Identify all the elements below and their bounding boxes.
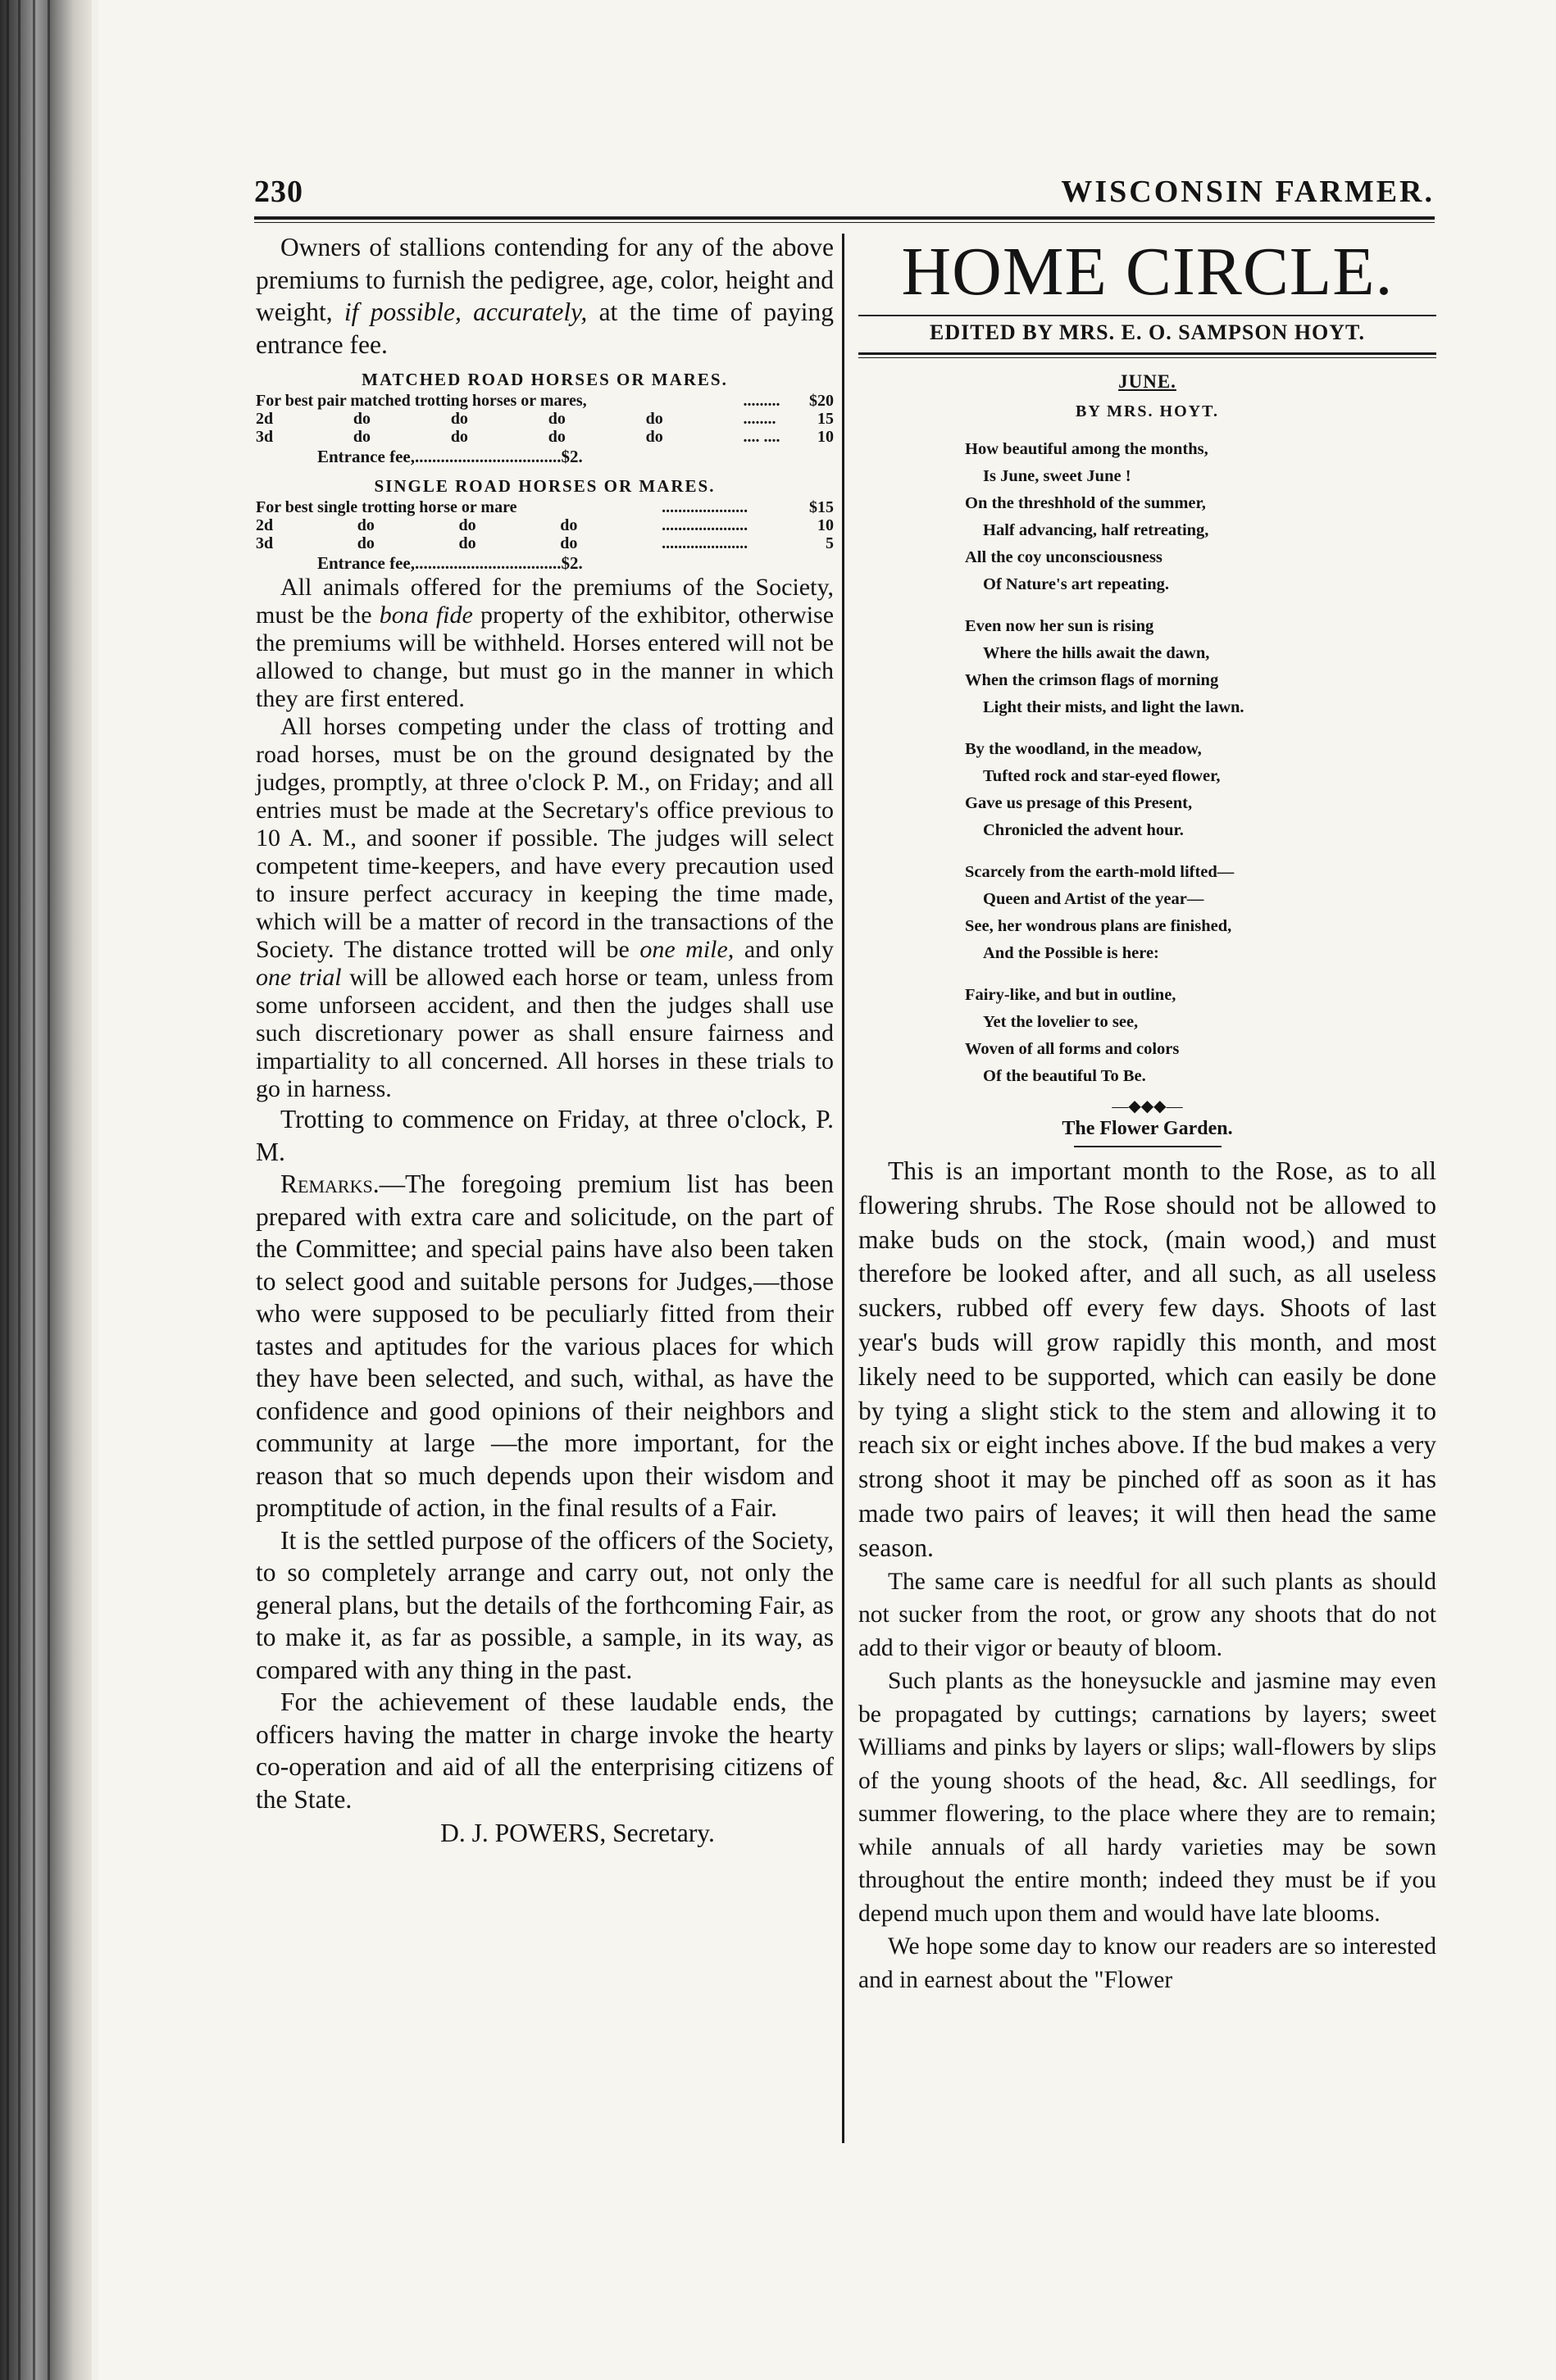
matched-entrance-fee: Entrance fee,..................................$2. <box>317 447 583 466</box>
table-row: For best single trotting horse or mare ..................... $15 <box>256 498 834 516</box>
article-paragraph: We hope some day to know our readers are so interested and in earnest about the "Flower <box>858 1933 1436 1993</box>
article-paragraph: The same care is needful for all such plants as should not sucker from the root, or grow any shoots that do not add to their vigor or beauty of bloom. <box>858 1568 1436 1661</box>
book-binding-edge <box>0 0 92 2380</box>
editor-rule <box>858 352 1436 358</box>
left-column <box>256 231 834 1850</box>
poem-stanza: Scarcely from the earth-mold lifted— Queen and Artist of the year— See, her wondrous plans are finished, And the Possible is here: <box>965 863 1235 962</box>
running-title: WISCONSIN FARMER. <box>1061 175 1435 209</box>
column-divider <box>842 234 844 2143</box>
header-rule-thin <box>254 222 1435 223</box>
table-row: 3d do do do do .... .... 10 <box>256 428 834 446</box>
single-premium-table <box>256 498 834 552</box>
article-title-rule <box>1074 1146 1222 1147</box>
matched-heading: MATCHED ROAD HORSES OR MARES. <box>362 370 728 389</box>
table-row: For best pair matched trotting horses or mares, ......... $20 <box>256 392 834 410</box>
poem-title: JUNE. <box>1118 371 1176 392</box>
horses-paragraph: All horses competing under the class of trotting and road horses, must be on the ground designated by the judges, promptly, at three o'clock P. M., on Friday; and all entries must be made at the Secretary's office previous to 10 A. M., and sooner if possible. The judges will select competent time-keepers, and have every precaution used to insure perfect accuracy in keeping the time made, which will be a matter of record in the transactions of the Society. The distance trotted will be one mile, and only one trial will be allowed each horse or team, unless from some unforseen accident, and then the judges shall use such discretionary power as shall ensure fairness and impartiality to all concerned. All horses in these trials to go in harness. <box>256 713 835 1102</box>
article-paragraph: Such plants as the honeysuckle and jasmine may even be propagated by cuttings; carnations by layers; sweet Williams and pinks by layers or slips; wall-flowers by slips of the young shoots of the head, &c. All seedlings, for summer flowering, to the place where they are to remain; while annuals of all hardy varieties may be sown throughout the entire month; indeed they must be if you depend much upon them and would have late blooms. <box>858 1668 1436 1927</box>
page-number: 230 <box>254 175 303 209</box>
matched-premium-table <box>256 392 834 446</box>
poem-stanza: How beautiful among the months, Is June, sweet June ! On the threshhold of the summer, Half advancing, half retreating, All the coy unconsciousness Of Nature's art repeating. <box>965 440 1209 593</box>
single-entrance-fee: Entrance fee,..................................$2. <box>317 553 583 573</box>
remarks-paragraph: Remarks.—The foregoing premium list has been prepared with extra care and solicitude, on the part of the Committee; and special pains have also been taken to select good and suitable persons for Judges,—those who were supposed to be peculiarly fitted from their tastes and aptitudes for the various places for which they have been selected, and such, withal, as have the confidence and good opinions of their neighbors and community at large —the more important, for the reason that so much depends upon their wisdom and promptitude of action, in the final results of a Fair. <box>256 1170 834 1522</box>
header-rule <box>254 216 1435 220</box>
right-column <box>858 231 1436 1996</box>
editor-line: EDITED BY MRS. E. O. SAMPSON HOYT. <box>930 320 1365 344</box>
stallion-paragraph: Owners of stallions contending for any of the above premiums to furnish the pedigree, age, color, height and weight, if possible, accurately, at the time of paying entrance fee. <box>256 233 834 359</box>
section-title: HOME CIRCLE. <box>901 234 1394 310</box>
poem-stanza: Even now her sun is rising Where the hills await the dawn, When the crimson flags of morning Light their mists, and light the lawn. <box>965 617 1244 716</box>
article-paragraph: This is an important month to the Rose, as to all flowering shrubs. The Rose should not be allowed to make buds on the stock, (main wood,) and must therefore be looked after, and all such, as all useless suckers, rubbed off every few days. Shoots of last year's buds will grow rapidly this month, and most likely need to be supported, which can easily be done by tying a slight stick to the stem and allowing it to reach six or eight inches above. If the bud makes a very strong shoot it may be pinched off as soon as it has made two pairs of leaves; it will then head the same season. <box>858 1156 1436 1562</box>
page-header <box>254 174 1435 215</box>
poem-stanza: By the woodland, in the meadow, Tufted rock and star-eyed flower, Gave us presage of this Present, Chronicled the advent hour. <box>965 740 1221 839</box>
table-row: 3d do do do ..................... 5 <box>256 534 834 552</box>
animals-paragraph: All animals offered for the premiums of the Society, must be the bona fide property of the exhibitor, otherwise the premiums will be withheld. Horses entered will not be allowed to change, but must go in the manner in which they are first entered. <box>256 574 835 712</box>
trotting-paragraph: Trotting to commence on Friday, at three o'clock, P. M. <box>256 1105 834 1166</box>
settled-purpose-paragraph: It is the settled purpose of the officers of the Society, to so completely arrange and carry out, not only the general plans, but the details of the forthcoming Fair, as to make it, as far as possible, a sample, in its way, as compared with any thing in the past. <box>256 1525 834 1684</box>
table-row: 2d do do do do ........ 15 <box>256 410 834 428</box>
poem-stanza: Fairy-like, and but in outline, Yet the lovelier to see, Woven of all forms and colors Of the beautiful To Be. <box>965 986 1180 1085</box>
achievement-paragraph: For the achievement of these laudable ends, the officers having the matter in charge invoke the hearty co-operation and aid of all the enterprising citizens of the State. <box>256 1687 834 1814</box>
ornament-divider: —◆◆◆— <box>1112 1097 1183 1115</box>
signature: D. J. POWERS, Secretary. <box>440 1819 715 1847</box>
poem-author: BY MRS. HOYT. <box>1076 402 1219 420</box>
article-title: The Flower Garden. <box>1062 1118 1233 1139</box>
table-row: 2d do do do ..................... 10 <box>256 516 834 534</box>
single-heading: SINGLE ROAD HORSES OR MARES. <box>374 476 716 496</box>
